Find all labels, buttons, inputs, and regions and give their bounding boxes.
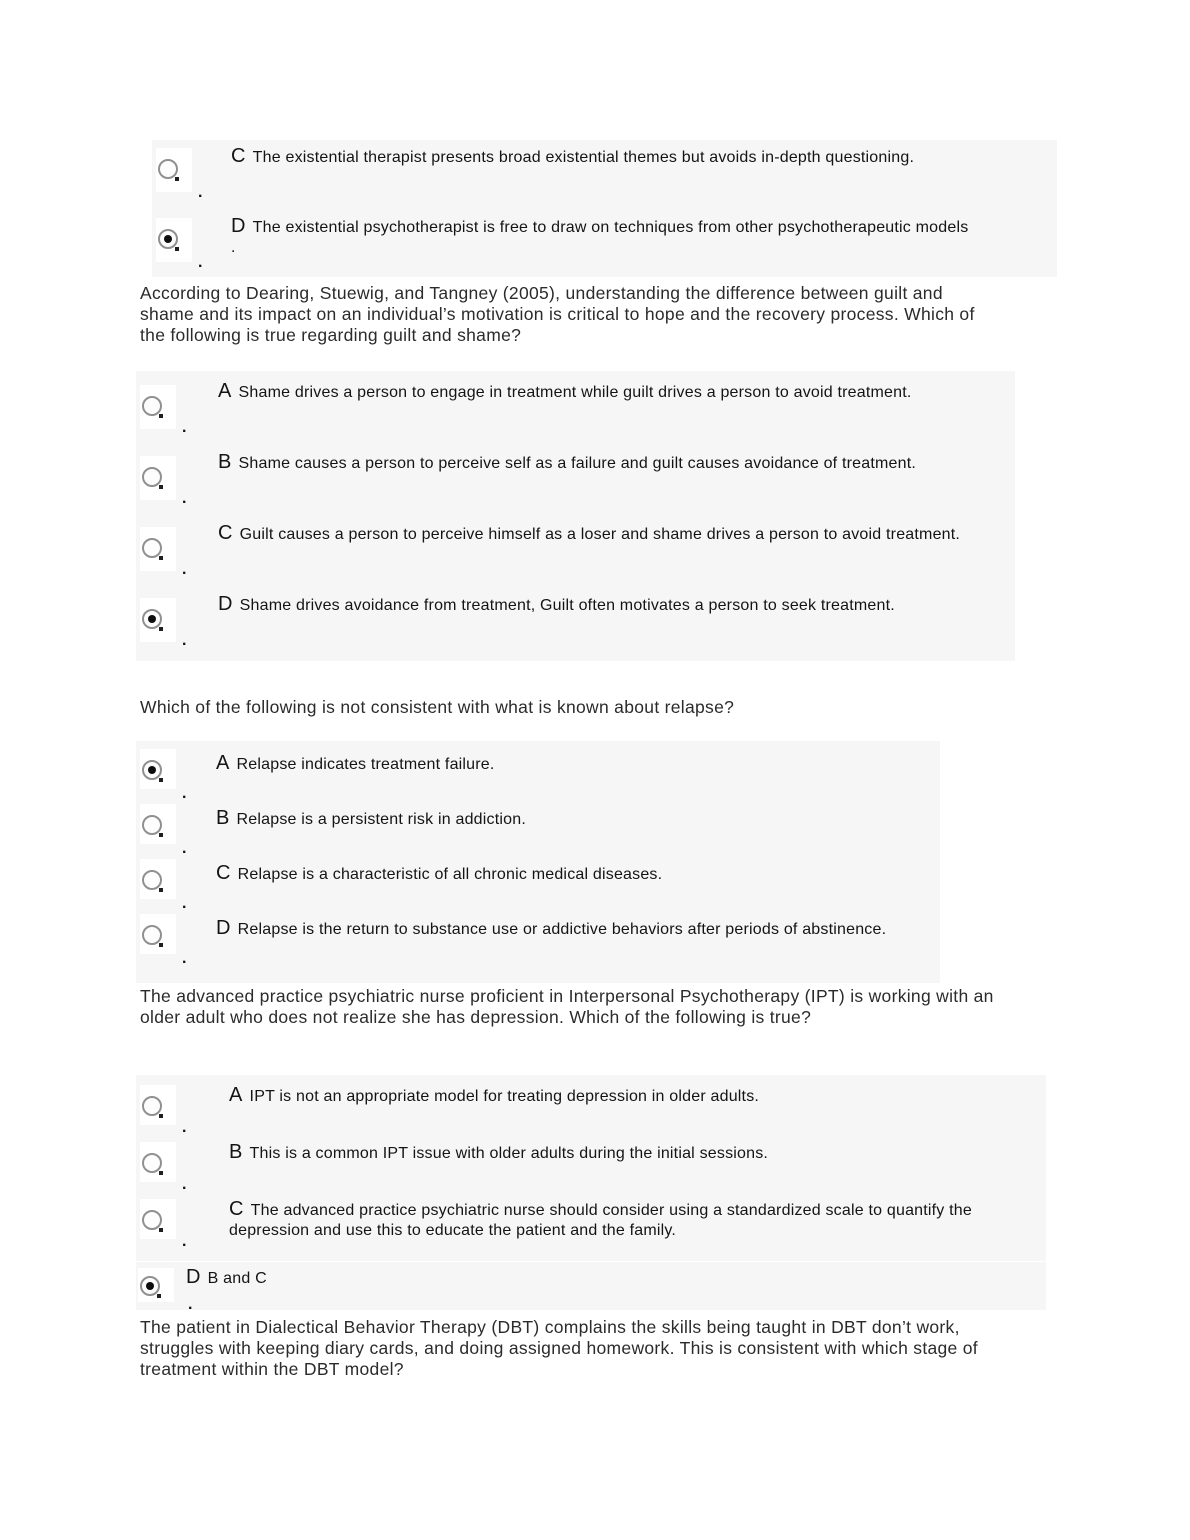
- option-period: .: [182, 632, 187, 649]
- option-period: .: [182, 1119, 187, 1136]
- radio-button-q0-d[interactable]: [156, 218, 192, 262]
- question-dbt: The patient in Dialectical Behavior Therapy (DBT) complains the skills being taught in DBT don’t work, struggles with keeping diary cards, and doing assigned homework. This is consistent with which stage of treatment within the DBT model?: [140, 1317, 978, 1379]
- option-period: .: [182, 490, 187, 507]
- radio-icon: [158, 229, 178, 249]
- option-letter: A: [216, 752, 230, 774]
- option-row-d: [152, 210, 1057, 277]
- question-relapse: Which of the following is not consistent with what is known about relapse?: [140, 697, 735, 717]
- option-period: .: [182, 840, 187, 857]
- option-text: [218, 517, 963, 545]
- radio-button-q3-b[interactable]: [140, 1142, 176, 1182]
- option-row-c: [136, 1193, 1046, 1250]
- option-label: IPT is not an appropriate model for treating depression in older adults.: [249, 1088, 760, 1105]
- option-period: .: [182, 561, 187, 578]
- option-period: .: [198, 184, 203, 201]
- option-letter: C: [216, 862, 231, 884]
- option-period: .: [198, 254, 203, 271]
- radio-button-q1-c[interactable]: [140, 527, 176, 571]
- option-label: The existential therapist presents broad existential themes but avoids in-depth questioning.: [252, 149, 915, 166]
- radio-icon: [142, 1210, 162, 1230]
- option-label: The existential psychotherapist is free to draw on techniques from other psychotherapeutic models .: [231, 219, 969, 256]
- question-ipt: The advanced practice psychiatric nurse proficient in Interpersonal Psychotherapy (IPT) is working with an older adult who does not realize she has depression. Which of the following is true?: [140, 986, 994, 1027]
- option-letter: C: [229, 1198, 244, 1220]
- option-text: [231, 140, 976, 168]
- option-letter: C: [218, 522, 233, 544]
- option-label: The advanced practice psychiatric nurse should consider using a standardized scale to quantify the depression and use this to educate the patient and the family.: [229, 1202, 972, 1239]
- radio-icon: [142, 815, 162, 835]
- option-letter: D: [186, 1266, 201, 1288]
- option-label: Relapse is the return to substance use or addictive behaviors after periods of abstinence.: [237, 921, 887, 938]
- option-row-b: [136, 446, 1015, 517]
- radio-button-q2-b[interactable]: [140, 804, 176, 844]
- option-period: .: [182, 419, 187, 436]
- option-letter: B: [216, 807, 230, 829]
- radio-button-q3-d[interactable]: [138, 1268, 174, 1302]
- options-block-q3: [136, 1075, 1046, 1261]
- option-row-c: [136, 857, 940, 912]
- option-period: .: [188, 1296, 193, 1310]
- option-letter: D: [216, 917, 231, 939]
- option-text: [216, 912, 916, 940]
- option-letter: B: [218, 451, 232, 473]
- option-text: [229, 1079, 989, 1107]
- options-block-q3-d: [136, 1262, 1046, 1310]
- option-text: [216, 747, 916, 775]
- option-row-a: [136, 375, 1015, 446]
- radio-icon: [142, 1153, 162, 1173]
- option-row-b: [136, 802, 940, 857]
- option-label: This is a common IPT issue with older adults during the initial sessions.: [249, 1145, 769, 1162]
- options-block-q0: [152, 140, 1057, 277]
- radio-icon: [142, 1096, 162, 1116]
- option-text: [218, 446, 963, 474]
- option-letter: A: [229, 1084, 243, 1106]
- option-letter: A: [218, 380, 232, 402]
- option-label: Shame drives avoidance from treatment, Guilt often motivates a person to seek treatment.: [239, 597, 895, 614]
- option-label: Relapse is a characteristic of all chronic medical diseases.: [237, 866, 663, 883]
- option-period: .: [182, 950, 187, 967]
- radio-button-q1-b[interactable]: [140, 456, 176, 500]
- options-block-q2: [136, 741, 940, 983]
- radio-icon: [142, 538, 162, 558]
- radio-icon: [142, 396, 162, 416]
- option-label: Guilt causes a person to perceive himself as a loser and shame drives a person to avoid treatment.: [239, 526, 961, 543]
- option-text: [186, 1262, 986, 1289]
- radio-icon: [142, 760, 162, 780]
- option-letter: D: [218, 593, 233, 615]
- radio-button-q3-c[interactable]: [140, 1199, 176, 1239]
- option-row-d: [136, 588, 1015, 659]
- radio-icon: [142, 870, 162, 890]
- option-row-a: [136, 1079, 1046, 1136]
- radio-button-q0-c[interactable]: [156, 148, 192, 192]
- option-text: [229, 1193, 989, 1240]
- radio-button-q2-a[interactable]: [140, 749, 176, 789]
- option-letter: B: [229, 1141, 243, 1163]
- option-period: .: [182, 895, 187, 912]
- radio-icon: [142, 467, 162, 487]
- option-letter: D: [231, 215, 246, 237]
- option-label: Relapse indicates treatment failure.: [236, 756, 495, 773]
- option-row-b: [136, 1136, 1046, 1193]
- option-label: Shame causes a person to perceive self as a failure and guilt causes avoidance of treatment.: [238, 455, 916, 472]
- question-guilt-shame: According to Dearing, Stuewig, and Tangney (2005), understanding the difference between guilt and shame and its impact on an individual’s motivation is critical to hope and the recovery process. Which of the following is true regarding guilt and shame?: [140, 283, 975, 345]
- radio-button-q2-c[interactable]: [140, 859, 176, 899]
- option-row-c: [152, 140, 1057, 210]
- option-period: .: [182, 1176, 187, 1193]
- radio-button-q3-a[interactable]: [140, 1085, 176, 1125]
- option-label: B and C: [207, 1270, 267, 1287]
- option-row-a: [136, 747, 940, 802]
- radio-button-q1-d[interactable]: [140, 598, 176, 642]
- radio-icon: [140, 1276, 160, 1296]
- options-block-q1: [136, 371, 1015, 661]
- option-period: .: [182, 1233, 187, 1250]
- option-label: Relapse is a persistent risk in addiction.: [236, 811, 526, 828]
- option-label: Shame drives a person to engage in treatment while guilt drives a person to avoid treatment.: [238, 384, 912, 401]
- option-row-d: [136, 1262, 1046, 1310]
- option-text: [216, 857, 916, 885]
- radio-icon: [142, 609, 162, 629]
- option-text: [218, 588, 963, 616]
- radio-button-q2-d[interactable]: [140, 914, 176, 954]
- radio-icon: [158, 159, 178, 179]
- option-period: .: [182, 785, 187, 802]
- radio-button-q1-a[interactable]: [140, 385, 176, 429]
- option-text: [231, 210, 976, 257]
- option-text: [216, 802, 916, 830]
- option-text: [218, 375, 963, 403]
- radio-icon: [142, 925, 162, 945]
- option-letter: C: [231, 145, 246, 167]
- option-row-d: [136, 912, 940, 967]
- option-text: [229, 1136, 989, 1164]
- option-row-c: [136, 517, 1015, 588]
